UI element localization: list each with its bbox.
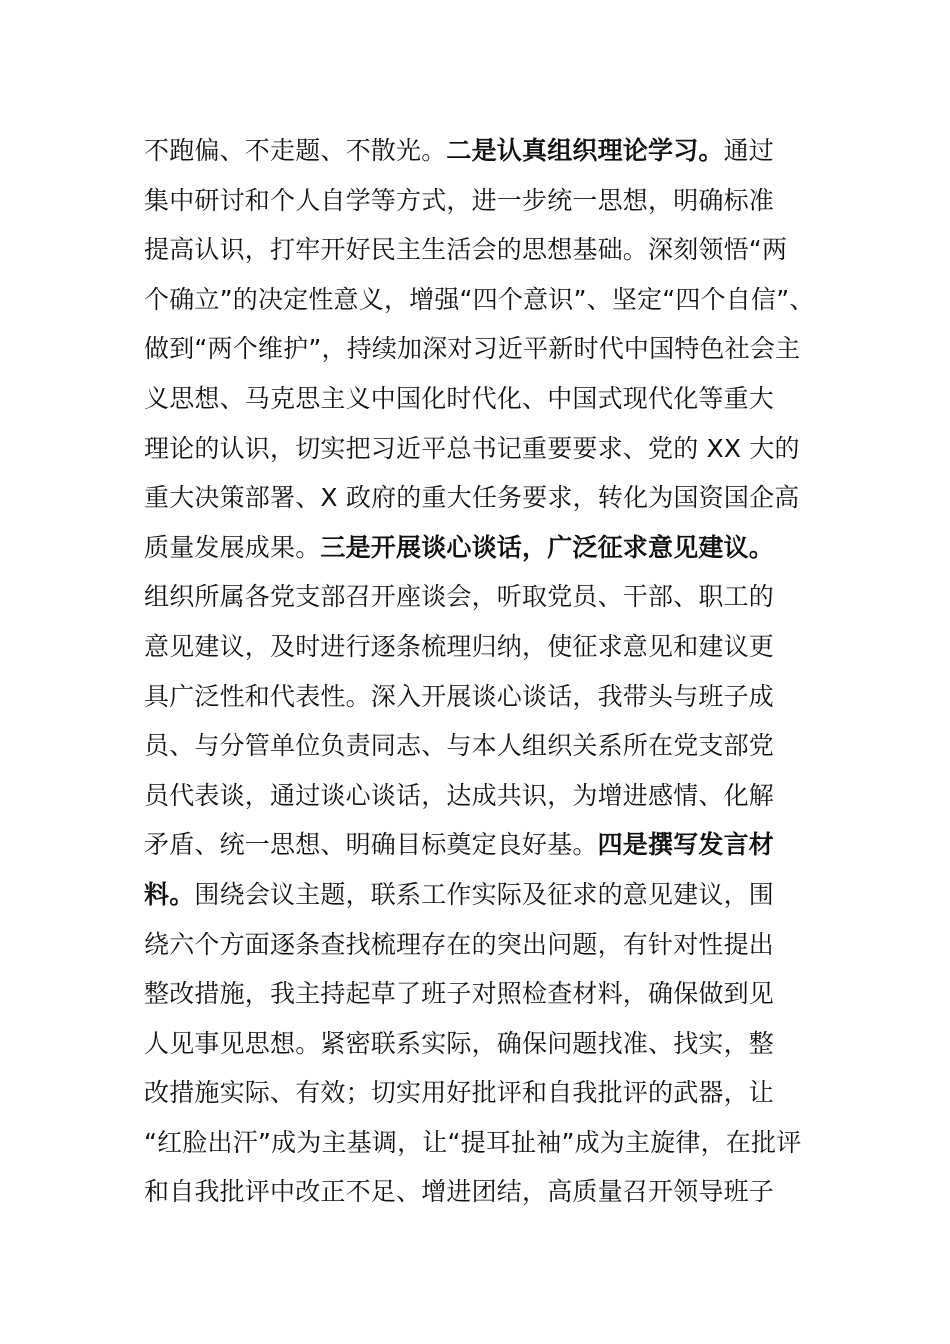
- text-run: 矛盾、统一思想、明确目标奠定良好基。: [144, 830, 598, 860]
- bold-heading: 料。: [144, 879, 195, 909]
- text-line: 绕六个方面逐条查找梳理存在的突出问题，有针对性提出: [144, 929, 775, 959]
- text-line: 组织所属各党支部召开座谈会，听取党员、干部、职工的: [144, 582, 775, 612]
- text-line: 义思想、马克思主义中国化时代化、中国式现代化等重大: [144, 383, 775, 413]
- text-line: 改措施实际、有效；切实用好批评和自我批评的武器，让: [144, 1078, 775, 1108]
- bold-heading: 四是撰写发言材: [597, 830, 775, 860]
- text-run: 质量发展成果。: [144, 532, 321, 562]
- text-line: 个确立”的决定性意义，增强“四个意识”、坚定“四个自信”、: [144, 284, 815, 314]
- text-line: [144, 820, 824, 870]
- bold-heading: 二是认真组织理论学习。: [446, 136, 724, 165]
- text-line: 重大决策部署、X 政府的重大任务要求，转化为国资国企高: [144, 483, 800, 513]
- text-run: 不跑偏、不走题、不散光。: [144, 136, 447, 165]
- text-line: 员、与分管单位负责同志、与本人组织关系所在党支部党: [144, 731, 775, 761]
- text-line: 人见事见思想。紧密联系实际，确保问题找准、找实，整: [144, 1028, 775, 1058]
- body-text: [144, 126, 824, 1217]
- text-line: 意见建议，及时进行逐条梳理归纳，使征求意见和建议更: [144, 631, 775, 661]
- text-line: 和自我批评中改正不足、增进团结，高质量召开领导班子: [144, 1177, 775, 1207]
- text-line: 集中研讨和个人自学等方式，进一步统一思想，明确标准: [144, 185, 775, 215]
- text-line: 员代表谈，通过谈心谈话，达成共识，为增进感情、化解: [144, 780, 775, 810]
- text-line: 做到“两个维护”，持续加深对习近平新时代中国特色社会主: [144, 334, 801, 364]
- text-line: [144, 870, 824, 920]
- text-line: 具广泛性和代表性。深入开展谈心谈话，我带头与班子成: [144, 681, 775, 711]
- text-line: “红脸出汗”成为主基调，让“提耳扯袖”成为主旋律，在批评: [144, 1127, 802, 1157]
- text-line: 提高认识，打牢开好民主生活会的思想基础。深刻领悟“两: [144, 235, 788, 265]
- bold-heading: 三是开展谈心谈话，广泛征求意见建议。: [320, 532, 775, 562]
- text-line: [144, 126, 824, 176]
- text-line: [144, 523, 824, 573]
- text-run: 围绕会议主题，联系工作实际及征求的意见建议，围: [194, 879, 775, 909]
- text-run: 通过: [723, 136, 775, 165]
- text-line: 理论的认识，切实把习近平总书记重要要求、党的 XX 大的: [144, 433, 800, 463]
- text-line: 整改措施，我主持起草了班子对照检查材料，确保做到见: [144, 979, 775, 1009]
